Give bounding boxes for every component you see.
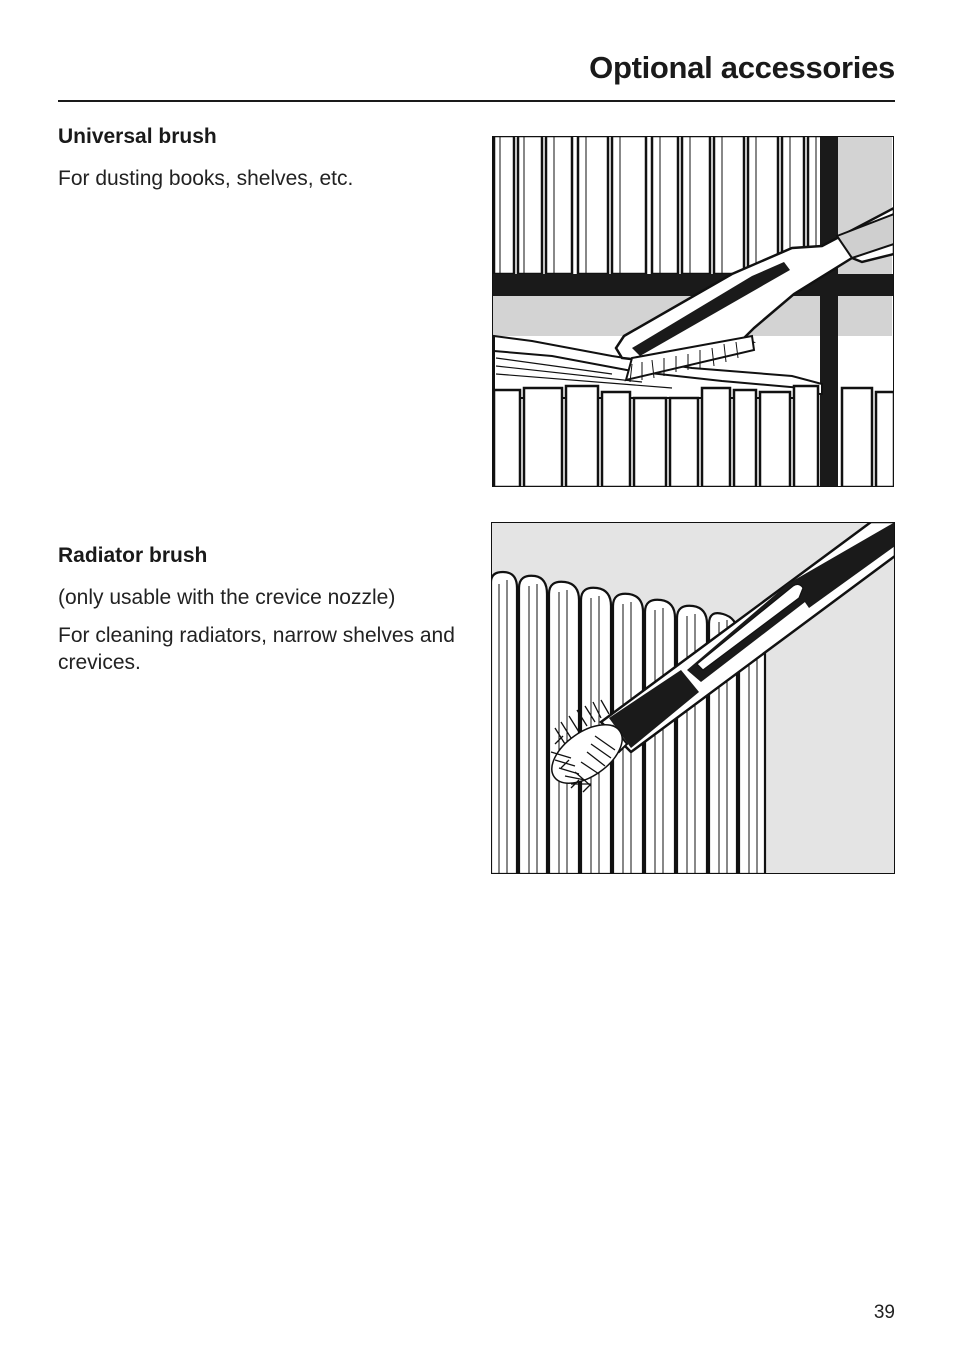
title-divider (58, 100, 895, 102)
universal-brush-heading: Universal brush (58, 125, 217, 148)
page-number: 39 (873, 1302, 895, 1323)
radiator-brush-heading: Radiator brush (58, 544, 208, 567)
radiator-brush-section (58, 543, 458, 687)
universal-brush-section (58, 124, 458, 203)
radiator-brush-note: (only usable with the crevice nozzle) (58, 586, 396, 609)
radiator-brush-illustration (491, 522, 895, 874)
page-title: Optional accessories (589, 50, 895, 85)
universal-brush-illustration (492, 136, 894, 487)
radiator-brush-description: For cleaning radiators, narrow shelves and crevices. (58, 624, 455, 674)
universal-brush-description: For dusting books, shelves, etc. (58, 167, 354, 190)
